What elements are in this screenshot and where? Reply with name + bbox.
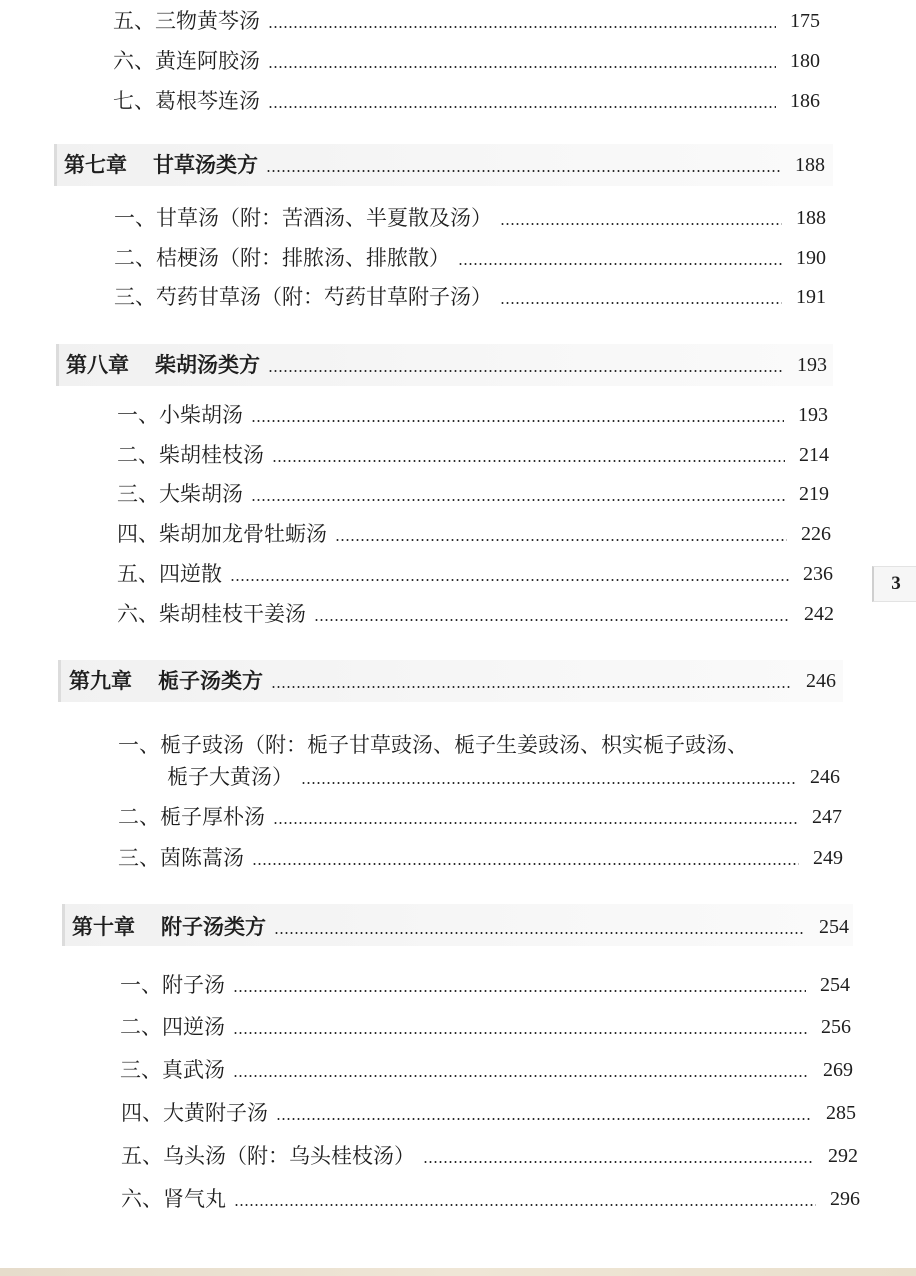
toc-entry[interactable] — [118, 728, 838, 762]
page-number: 256 — [821, 1016, 851, 1038]
dot-leader — [268, 106, 776, 108]
page-number: 188 — [796, 207, 826, 229]
dot-leader — [423, 1161, 814, 1163]
dot-leader — [268, 26, 776, 28]
chapter-heading — [69, 664, 263, 698]
toc-entry[interactable] — [113, 44, 820, 78]
toc-entry[interactable] — [120, 1010, 851, 1044]
dot-leader — [458, 263, 782, 265]
page-number: 188 — [795, 154, 825, 176]
page-number: 219 — [799, 483, 829, 505]
page-number: 193 — [798, 404, 828, 426]
dot-leader — [335, 539, 787, 541]
toc-chapter-1[interactable] — [64, 148, 825, 182]
entry-label: 三、真武汤 — [120, 1058, 225, 1082]
dot-leader — [233, 990, 806, 992]
page-number: 246 — [806, 670, 836, 692]
page-number: 180 — [790, 50, 820, 72]
toc-entry[interactable] — [117, 438, 829, 472]
page-number: 254 — [819, 916, 849, 938]
dot-leader — [234, 1204, 816, 1206]
toc-entry[interactable] — [117, 477, 829, 511]
toc-entry[interactable] — [121, 1096, 856, 1130]
toc-entry-continuation[interactable] — [167, 760, 840, 794]
entry-label: 一、栀子豉汤（附：栀子甘草豉汤、栀子生姜豉汤、枳实栀子豉汤、 — [118, 733, 748, 757]
entry-label: 三、芍药甘草汤（附：芍药甘草附子汤） — [114, 285, 492, 309]
dot-leader — [251, 499, 785, 501]
dot-leader — [230, 579, 789, 581]
dot-leader — [268, 370, 783, 372]
page-number: 236 — [803, 563, 833, 585]
page-bottom-edge — [0, 1268, 916, 1276]
chapter-title: 附子汤类方 — [161, 914, 266, 939]
toc-entry[interactable] — [114, 241, 826, 275]
toc-entry[interactable] — [117, 517, 831, 551]
entry-label: 二、桔梗汤（附：排脓汤、排脓散） — [114, 246, 450, 270]
dot-leader — [233, 1075, 809, 1077]
entry-label: 栀子大黄汤） — [167, 765, 293, 789]
page-number: 190 — [796, 247, 826, 269]
dot-leader — [266, 170, 781, 172]
toc-entry[interactable] — [117, 398, 828, 432]
page-number: 226 — [801, 523, 831, 545]
page-number: 242 — [804, 603, 834, 625]
chapter-number: 第八章 — [66, 352, 129, 377]
toc-entry[interactable] — [118, 841, 843, 875]
entry-label: 六、黄连阿胶汤 — [113, 49, 260, 73]
entry-label: 五、四逆散 — [117, 562, 222, 586]
entry-label: 二、四逆汤 — [120, 1015, 225, 1039]
entry-label: 四、大黄附子汤 — [121, 1101, 268, 1125]
chapter-number: 第九章 — [69, 668, 132, 693]
chapter-number: 第七章 — [64, 152, 127, 177]
dot-leader — [500, 223, 782, 225]
page-number: 193 — [797, 354, 827, 376]
entry-label: 一、甘草汤（附：苦酒汤、半夏散及汤） — [114, 206, 492, 230]
page-number: 292 — [828, 1145, 858, 1167]
page-number-tab: 3 — [872, 566, 916, 602]
chapter-heading — [72, 910, 266, 944]
entry-label: 五、三物黄芩汤 — [113, 9, 260, 33]
entry-label: 一、附子汤 — [120, 973, 225, 997]
page-number: 285 — [826, 1102, 856, 1124]
dot-leader — [273, 822, 798, 824]
page-number: 269 — [823, 1059, 853, 1081]
dot-leader — [233, 1032, 807, 1034]
page-number: 249 — [813, 847, 843, 869]
toc-entry[interactable] — [113, 4, 820, 38]
toc-chapter-3[interactable] — [69, 664, 836, 698]
chapter-heading — [64, 148, 258, 182]
toc-entry[interactable] — [117, 597, 834, 631]
toc-chapter-2[interactable] — [66, 348, 827, 382]
toc-entry[interactable] — [118, 800, 842, 834]
entry-label: 六、柴胡桂枝干姜汤 — [117, 602, 306, 626]
toc-entry[interactable] — [121, 1182, 860, 1216]
dot-leader — [252, 863, 799, 865]
page-number: 296 — [830, 1188, 860, 1210]
entry-label: 五、乌头汤（附：乌头桂枝汤） — [121, 1144, 415, 1168]
toc-entry[interactable] — [120, 968, 850, 1002]
page-number: 254 — [820, 974, 850, 996]
toc-entry[interactable] — [114, 201, 826, 235]
toc-entry[interactable] — [114, 280, 826, 314]
page-number: 247 — [812, 806, 842, 828]
page-number: 214 — [799, 444, 829, 466]
dot-leader — [274, 932, 805, 934]
entry-label: 二、柴胡桂枝汤 — [117, 443, 264, 467]
dot-leader — [271, 686, 792, 688]
entry-label: 一、小柴胡汤 — [117, 403, 243, 427]
page-number: 186 — [790, 90, 820, 112]
toc-entry[interactable] — [120, 1053, 853, 1087]
toc-entry[interactable] — [117, 557, 833, 591]
page-number: 191 — [796, 286, 826, 308]
dot-leader — [272, 460, 785, 462]
chapter-number: 第十章 — [72, 914, 135, 939]
entry-label: 六、肾气丸 — [121, 1187, 226, 1211]
entry-label: 三、茵陈蒿汤 — [118, 846, 244, 870]
entry-label: 三、大柴胡汤 — [117, 482, 243, 506]
entry-label: 七、葛根芩连汤 — [113, 89, 260, 113]
toc-entry[interactable] — [121, 1139, 858, 1173]
entry-label: 二、栀子厚朴汤 — [118, 805, 265, 829]
dot-leader — [268, 66, 776, 68]
chapter-title: 柴胡汤类方 — [155, 352, 260, 377]
chapter-heading — [66, 348, 260, 382]
page-number: 246 — [810, 766, 840, 788]
entry-label: 四、柴胡加龙骨牡蛎汤 — [117, 522, 327, 546]
page-number: 175 — [790, 10, 820, 32]
dot-leader — [251, 420, 784, 422]
dot-leader — [314, 619, 790, 621]
dot-leader — [500, 302, 782, 304]
dot-leader — [276, 1118, 812, 1120]
dot-leader — [301, 782, 796, 784]
toc-entry[interactable] — [113, 84, 820, 118]
chapter-title: 栀子汤类方 — [158, 668, 263, 693]
chapter-title: 甘草汤类方 — [153, 152, 258, 177]
toc-chapter-4[interactable] — [72, 910, 849, 944]
